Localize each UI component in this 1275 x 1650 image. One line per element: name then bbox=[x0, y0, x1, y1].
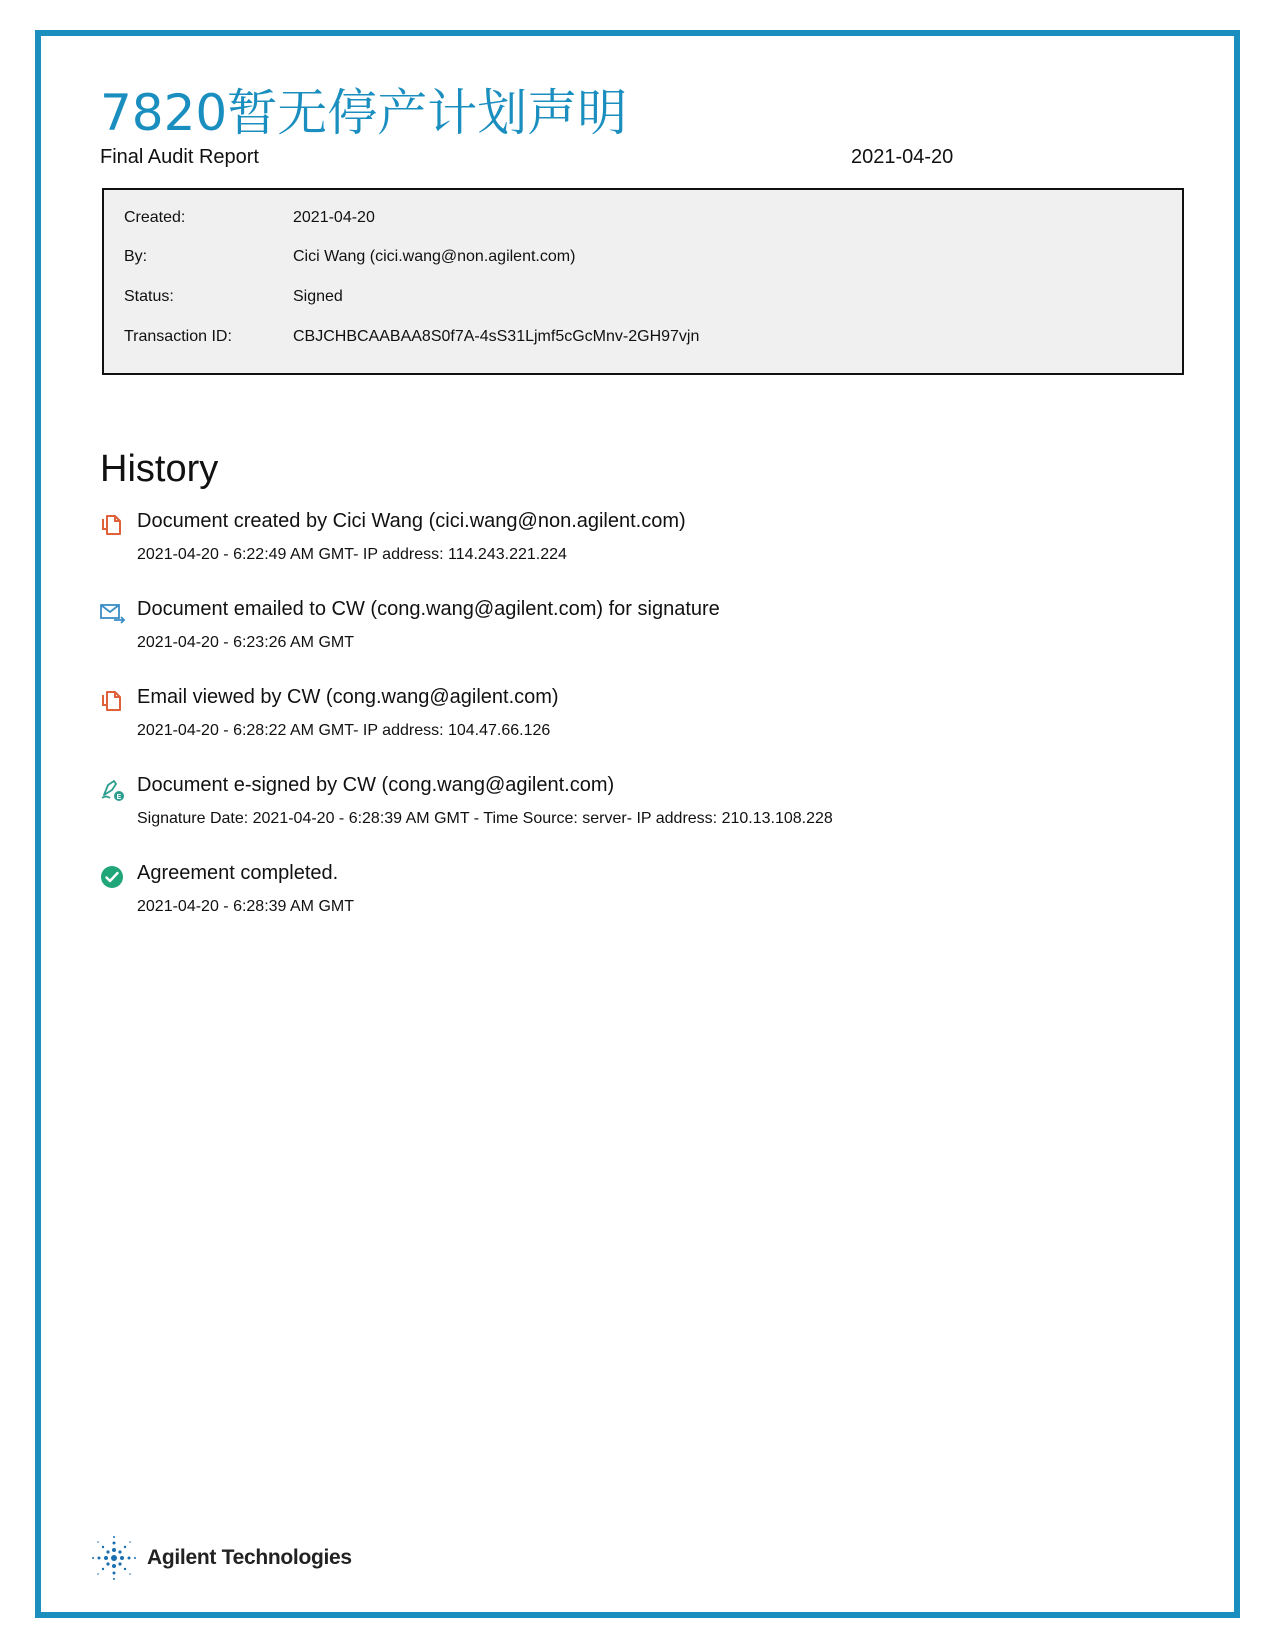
created-label: Created: bbox=[124, 209, 186, 226]
info-row-by bbox=[124, 248, 575, 266]
event-detail: 2021-04-20 - 6:22:49 AM GMT- IP address: 114.243.221.224 bbox=[137, 546, 567, 563]
email-send-icon bbox=[100, 601, 124, 625]
info-box bbox=[102, 188, 1184, 375]
e-sign-pen-icon bbox=[100, 777, 124, 801]
event-detail: 2021-04-20 - 6:23:26 AM GMT bbox=[137, 634, 354, 651]
document-title: 7820暂无停产计划声明 bbox=[100, 84, 628, 142]
report-date: 2021-04-20 bbox=[851, 146, 954, 168]
event-title: Agreement completed. bbox=[137, 862, 339, 884]
status-value: Signed bbox=[293, 288, 343, 305]
event-title: Document created by Cici Wang (cici.wang@non.agilent.com) bbox=[137, 510, 686, 532]
event-title: Document e-signed by CW (cong.wang@agilent.com) bbox=[137, 774, 615, 796]
spark-logo-icon bbox=[88, 1532, 140, 1584]
transaction-label: Transaction ID: bbox=[124, 328, 232, 345]
svg-text:E: E bbox=[116, 794, 122, 801]
by-value: Cici Wang (cici.wang@non.agilent.com) bbox=[293, 248, 576, 265]
transaction-value: CBJCHBCAABAA8S0f7A-4sS31Ljmf5cGcMnv-2GH97vjn bbox=[293, 328, 700, 345]
report-subtitle: Final Audit Report bbox=[100, 146, 259, 168]
status-label: Status: bbox=[124, 288, 174, 305]
company-logo bbox=[88, 1532, 388, 1588]
event-detail: 2021-04-20 - 6:28:22 AM GMT- IP address: 104.47.66.126 bbox=[137, 722, 551, 739]
by-label: By: bbox=[124, 248, 148, 265]
event-detail: Signature Date: 2021-04-20 - 6:28:39 AM GMT - Time Source: server- IP address: 210.13.108.228 bbox=[137, 810, 833, 827]
checkmark-circle-icon bbox=[100, 865, 124, 889]
info-row-created bbox=[124, 209, 375, 227]
created-value: 2021-04-20 bbox=[293, 209, 375, 226]
document-icon bbox=[100, 689, 124, 713]
history-heading: History bbox=[100, 448, 219, 490]
info-row-status bbox=[124, 288, 343, 306]
info-row-transaction bbox=[124, 328, 699, 346]
event-title: Document emailed to CW (cong.wang@agilent.com) for signature bbox=[137, 598, 720, 620]
event-detail: 2021-04-20 - 6:28:39 AM GMT bbox=[137, 898, 354, 915]
logo-text: Agilent Technologies bbox=[147, 1546, 352, 1569]
document-icon bbox=[100, 513, 124, 537]
event-title: Email viewed by CW (cong.wang@agilent.com) bbox=[137, 686, 559, 708]
